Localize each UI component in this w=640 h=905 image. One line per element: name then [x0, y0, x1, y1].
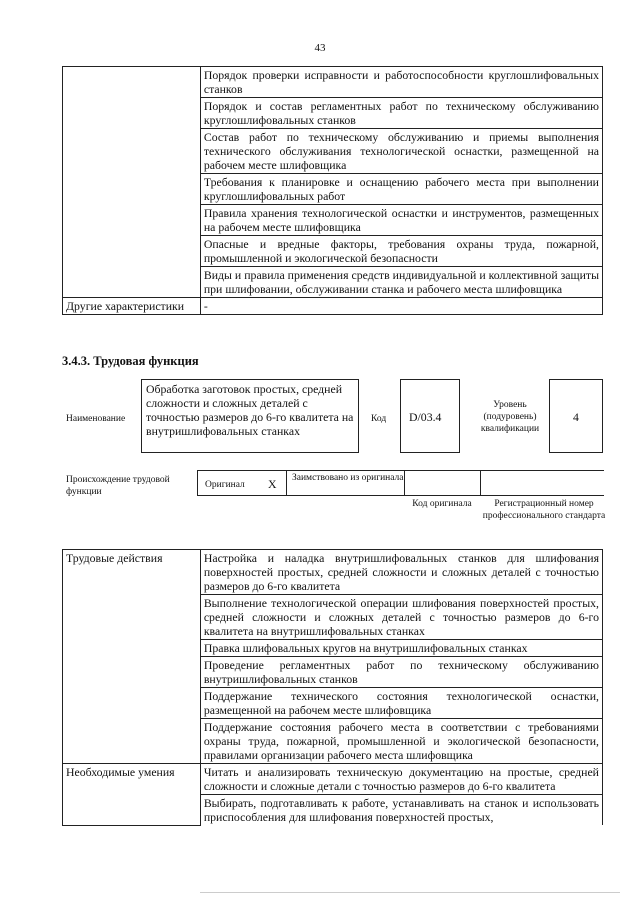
section-title: 3.4.3. Трудовая функция: [62, 354, 199, 368]
table-row: [63, 764, 603, 795]
table-row: [63, 67, 603, 98]
table-cell: -: [200, 298, 602, 315]
table-cell: Состав работ по техническому обслуживанию и приемы выполнения технического обслуживания технологической оснастки, размещенной на рабочем месте шлифовщика: [200, 129, 602, 174]
table-cell: Выбирать, подготавливать к работе, устанавливать на станок и использовать приспособления для шлифования поверхностей простых,: [200, 795, 602, 826]
knowledge-table: [62, 66, 603, 315]
code-original-caption: Код оригинала: [412, 499, 472, 509]
table-cell: Порядок и состав регламентных работ по техническому обслуживанию круглошлифовальных станков: [200, 98, 602, 129]
table-cell-left-empty: [63, 67, 201, 298]
function-name-box: Обработка заготовок простых, средней сложности и сложных деталей с точностью размеров до 6-го квалитета на внутришлифовальных станках: [141, 379, 359, 453]
table-cell: Настройка и наладка внутришлифовальных станков для шлифования поверхностей простых, средней сложности и сложных деталей с точностью размеров до 6-го квалитета: [200, 550, 602, 595]
origin-label: Происхождение трудовой функции: [66, 475, 170, 497]
original-label: Оригинал: [205, 480, 245, 490]
table-cell: Правка шлифовальных кругов на внутришлифовальных станках: [200, 640, 602, 657]
code-value-box: D/03.4: [400, 379, 460, 453]
table-cell: Правила хранения технологической оснастки и инструментов, размещенных на рабочем месте шлифовщика: [200, 205, 602, 236]
scan-edge-line: [200, 892, 620, 893]
table-cell: Опасные и вредные факторы, требования охраны труда, пожарной, промышленной и экологической безопасности: [200, 236, 602, 267]
level-label: Уровень (подуровень) квалификации: [480, 400, 540, 434]
other-characteristics-label: Другие характеристики: [63, 298, 201, 315]
table-row: [63, 550, 603, 595]
level-value-box: 4: [549, 379, 603, 453]
code-original-box: [404, 470, 482, 496]
table-cell: Выполнение технологической операции шлифования поверхностей простых, средней сложности и сложных деталей с точностью размеров до 6-го квалитета на внутришлифовальных станках: [200, 595, 602, 640]
table-row: [63, 298, 603, 315]
origin-divider: [286, 470, 287, 495]
table-cell: Виды и правила применения средств индивидуальной и коллективной защиты при шлифовании, обслуживании станка и рабочего места шлифовщика: [200, 267, 602, 298]
reg-number-caption: Регистрационный номер профессионального стандарта: [482, 499, 606, 521]
function-table: [62, 549, 603, 826]
labor-actions-label: Трудовые действия: [63, 550, 201, 764]
reg-number-box: [480, 470, 604, 496]
required-skills-label: Необходимые умения: [63, 764, 201, 826]
original-mark: X: [268, 477, 277, 491]
table-cell: Поддержание технического состояния технологической оснастки, размещенной на рабочем месте шлифовщика: [200, 688, 602, 719]
table-cell: Читать и анализировать техническую документацию на простые, средней сложности и сложные детали с точностью размеров до 6-го квалитета: [200, 764, 602, 795]
table-cell: Проведение регламентных работ по техническому обслуживанию внутришлифовальных станков: [200, 657, 602, 688]
page-number: 43: [314, 42, 326, 54]
table-cell: Порядок проверки исправности и работоспособности круглошлифовальных станков: [200, 67, 602, 98]
table-cell: Требования к планировке и оснащению рабочего места при выполнении круглошлифовальных работ: [200, 174, 602, 205]
name-label: Наименование: [66, 414, 126, 424]
code-label: Код: [371, 414, 387, 424]
table-cell: Поддержание состояния рабочего места в соответствии с требованиями охраны труда, пожарной, промышленной и экологической безопасности, правилами организации рабочего места шлифовщика: [200, 719, 602, 764]
borrowed-label: Заимствовано из оригинала: [292, 473, 404, 483]
